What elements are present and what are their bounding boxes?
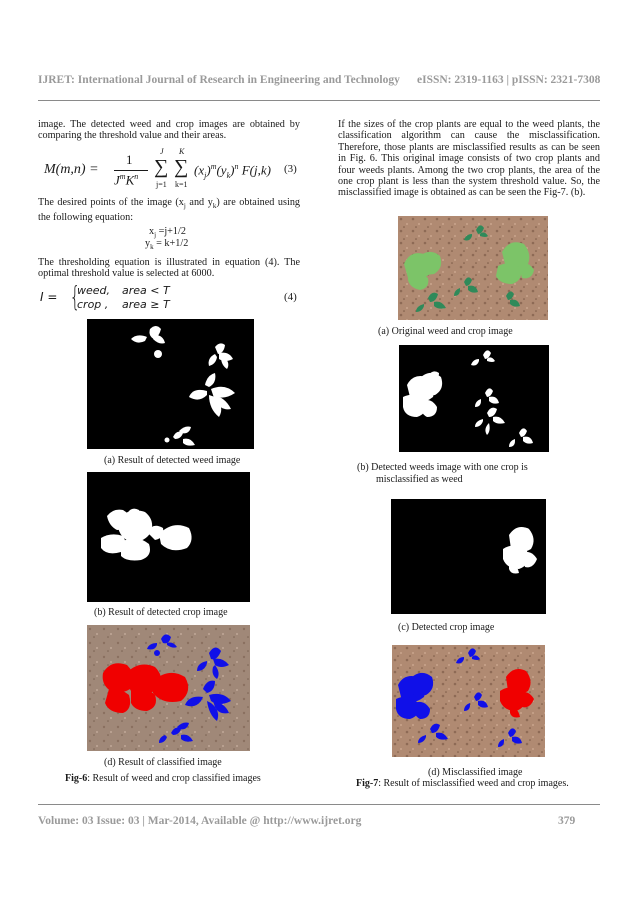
eq3-numerator: 1: [126, 152, 133, 167]
fig7d-misclassified-image: [392, 645, 545, 757]
issn: eISSN: 2319-1163 | pISSN: 2321-7308: [417, 74, 601, 86]
fig6a-weed-mask-image: [87, 319, 254, 449]
fig6d-classified-image: [87, 625, 250, 751]
fig7b-weed-mask-image: [399, 345, 549, 452]
sum2-top: K: [179, 147, 185, 156]
sum2-bottom: k=1: [175, 180, 188, 189]
eq3-body: $(x_j)^m(y_k)^n$ F(j,k): [194, 162, 271, 180]
page-number: 379: [558, 815, 576, 827]
sum1-top: J: [160, 147, 164, 156]
left-paragraph-2: The desired points of the image ($x_j$ and $y_k$) are obtained using the following equation:: [38, 197, 301, 224]
header-rule: [38, 100, 600, 101]
left-paragraph-3: The thresholding equation is illustrated in equation (4). The optimal threshold value is selected at 6000.: [38, 257, 300, 280]
fig7a-original-photo: [398, 216, 548, 320]
fig7a-caption: (a) Original weed and crop image: [378, 326, 513, 337]
eq4-row2-cond: area ≥ T: [122, 298, 170, 311]
fig6-caption: Fig-6: Result of weed and crop classified images: [65, 773, 261, 784]
eq3-lhs: M(m,n) =: [44, 162, 99, 177]
equation-4: [38, 282, 300, 312]
eq4-lhs: I =: [40, 290, 58, 304]
fig7d-caption: (d) Misclassified image: [428, 767, 523, 778]
eq3-fraction-bar: [114, 170, 148, 171]
right-paragraph-1: If the sizes of the crop plants are equal to the weed plants, the classification algorithm can cause the misclassification. Therefore, those plants are misclassified results as can be seen in Fig. 6. This original image consists of two crop plants and four weeds plants. Among the two crop plants, the area of the one crop plant is less than the system threshold value. So, the misclassified image is obtained as can be seen the Fig-7. (b).: [338, 119, 600, 199]
footer-volume: Volume: 03 Issue: 03 | Mar-2014, Available @ http://www.ijret.org: [38, 815, 362, 827]
fig6a-caption: (a) Result of detected weed image: [104, 455, 241, 466]
eq4-row2-label: crop ,: [77, 298, 109, 311]
fig6b-crop-mask-image: [87, 472, 250, 602]
eq4-row1-cond: area < T: [122, 284, 170, 297]
equation-3: [44, 147, 302, 194]
footer-rule: [38, 804, 600, 805]
fig7b-caption-line1: (b) Detected weeds image with one crop is: [357, 462, 528, 473]
sum2-icon: ∑: [174, 156, 189, 178]
eq3-denominator: $J^mK^n$: [114, 172, 139, 188]
eq4-number: (4): [284, 291, 297, 303]
xj-equation: $x_j =j+1/2$: [149, 226, 186, 240]
left-paragraph-1: image. The detected weed and crop images are obtained by comparing the threshold value and their areas.: [38, 119, 300, 142]
fig7b-caption-line2: misclassified as weed: [376, 474, 463, 485]
fig7-caption: Fig-7: Result of misclassified weed and crop images.: [356, 778, 569, 789]
fig7c-crop-mask-image: [391, 499, 546, 614]
sum1-icon: ∑: [154, 156, 169, 178]
brace-icon: {: [69, 280, 81, 313]
journal-title: IJRET: International Journal of Research in Engineering and Technology: [38, 74, 400, 86]
sum1-bottom: j=1: [156, 180, 167, 189]
fig6d-caption: (d) Result of classified image: [104, 757, 222, 768]
yk-equation: $y_k = k+1/2$: [145, 238, 189, 252]
fig6b-caption: (b) Result of detected crop image: [94, 607, 228, 618]
eq3-number: (3): [284, 163, 297, 175]
eq4-row1-label: weed,: [77, 284, 111, 297]
fig7c-caption: (c) Detected crop image: [398, 622, 495, 633]
